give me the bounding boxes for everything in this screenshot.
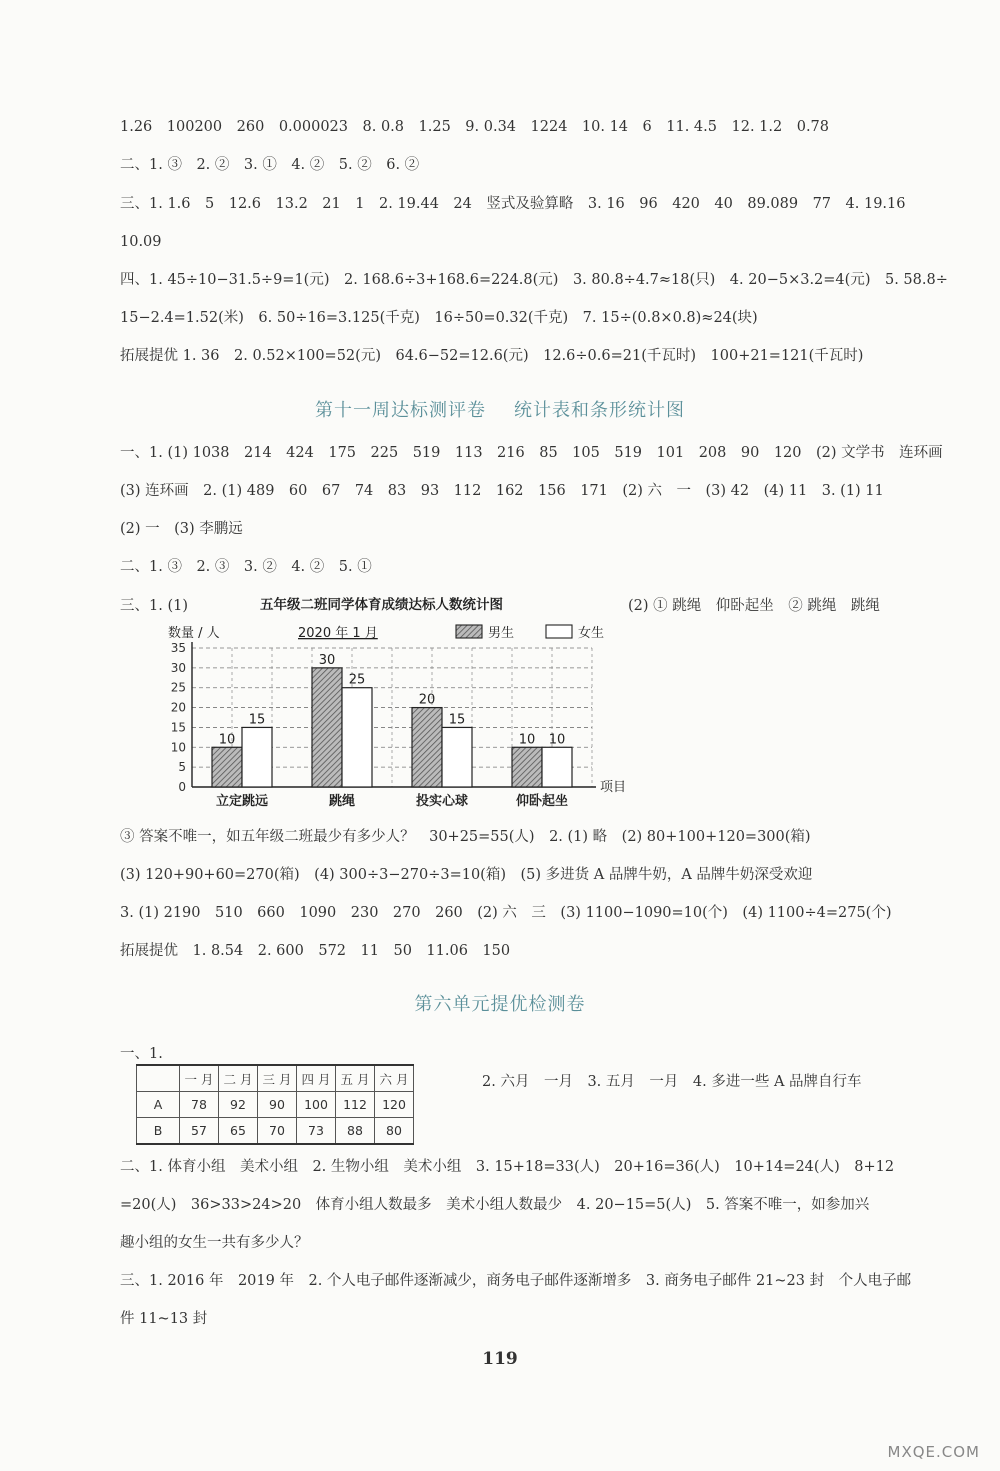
y-axis-label: 数量 / 人 (168, 626, 220, 641)
answer-line: 二、1. ③ 2. ③ 3. ② 4. ② 5. ① (120, 559, 372, 575)
table-header-cell: 五 月 (336, 1065, 375, 1092)
bar-value-label: 15 (448, 712, 466, 728)
x-tick-label: 立定跳远 (215, 794, 269, 809)
answer-line: 拓展提优 1. 36 2. 0.52×100=52(元) 64.6−52=12.6(元) 12.6÷0.6=21(千瓦时) 100+21=121(千瓦时) (120, 348, 864, 364)
table-cell: 73 (297, 1118, 336, 1145)
data-table (136, 1064, 414, 1145)
answer-line: 15−2.4=1.52(米) 6. 50÷16=3.125(千克) 16÷50=0.32(千克) 7. 15÷(0.8×0.8)≈24(块) (120, 310, 758, 326)
table-header-cell: 二 月 (219, 1065, 258, 1092)
y-tick-label: 5 (178, 760, 186, 775)
answer-line: =20(人) 36>33>24>20 体育小组人数最多 美术小组人数最少 4. 20−15=5(人) 5. 答案不唯一，如参加兴 (120, 1197, 870, 1213)
bar (412, 708, 442, 787)
bar (342, 688, 372, 787)
y-tick-label: 15 (170, 720, 186, 735)
answer-line: 件 11~13 封 (120, 1311, 208, 1327)
answer-line: 二、1. ③ 2. ② 3. ① 4. ② 5. ② 6. ② (120, 157, 420, 173)
bar (542, 747, 572, 787)
bar (242, 727, 272, 787)
legend-swatch (546, 625, 572, 638)
answer-line: 一、1. (1) 1038 214 424 175 225 519 113 216 85 105 519 101 208 90 120 (2) 文学书 连环画 (120, 445, 943, 461)
watermark-text: MXQE.COM (887, 1443, 980, 1461)
bar-chart (160, 615, 640, 815)
answer-line: 趣小组的女生一共有多少人？ (120, 1235, 309, 1251)
table-cell: 100 (297, 1092, 336, 1118)
y-tick-label: 25 (170, 680, 186, 695)
bar-value-label: 30 (318, 652, 336, 668)
section-title: 第六单元提优检测卷 (414, 994, 586, 1015)
table-row-head: B (137, 1118, 180, 1145)
table-cell: 65 (219, 1118, 258, 1145)
bar (212, 747, 242, 787)
legend-label: 男生 (488, 626, 515, 641)
table-cell: 57 (180, 1118, 219, 1145)
bar (442, 727, 472, 787)
table-cell (137, 1065, 180, 1092)
bar-value-label: 15 (248, 712, 266, 728)
x-axis-label: 项目 (600, 780, 627, 795)
table-header-cell: 四 月 (297, 1065, 336, 1092)
chart-subtitle: 2020 年 1 月 (298, 626, 378, 641)
bar-value-label: 25 (348, 672, 366, 688)
answer-line: 拓展提优 1. 8.54 2. 600 572 11 50 11.06 150 (120, 943, 511, 959)
answer-line: 2. 六月 一月 3. 五月 一月 4. 多进一些 A 品牌自行车 (482, 1074, 862, 1090)
table-header-cell: 六 月 (375, 1065, 414, 1092)
answer-line: 三、1. (1) (120, 598, 188, 614)
y-tick-label: 0 (178, 780, 186, 794)
table-cell: 120 (375, 1092, 414, 1118)
table-cell: 90 (258, 1092, 297, 1118)
bar-value-label: 10 (518, 732, 536, 748)
question-label: 一、1. (120, 1046, 163, 1062)
answer-line: (2) 一 (3) 李鹏远 (120, 521, 243, 537)
y-tick-label: 20 (170, 700, 186, 715)
table-header-cell: 一 月 (180, 1065, 219, 1092)
x-tick-label: 投实心球 (415, 794, 469, 809)
table-cell: 80 (375, 1118, 414, 1145)
y-tick-label: 35 (170, 641, 186, 655)
y-tick-label: 10 (170, 740, 186, 755)
bar-value-label: 10 (218, 732, 236, 748)
answer-line: 1.26 100200 260 0.000023 8. 0.8 1.25 9. 0.34 1224 10. 14 6 11. 4.5 12. 1.2 0.78 (120, 119, 830, 135)
answer-line: 10.09 (120, 234, 162, 250)
bar (312, 668, 342, 787)
legend-swatch (456, 625, 482, 638)
table-cell: 112 (336, 1092, 375, 1118)
section-title: 第十一周达标测评卷 统计表和条形统计图 (315, 400, 685, 421)
answer-line: (3) 连环画 2. (1) 489 60 67 74 83 93 112 162 156 171 (2) 六 一 (3) 42 (4) 11 3. (1) 11 (120, 483, 884, 499)
table-cell: 92 (219, 1092, 258, 1118)
bar (512, 747, 542, 787)
answer-line: 二、1. 体育小组 美术小组 2. 生物小组 美术小组 3. 15+18=33(人) 20+16=36(人) 10+14=24(人) 8+12 (120, 1159, 895, 1175)
chart-title: 五年级二班同学体育成绩达标人数统计图 (260, 597, 503, 613)
legend-label: 女生 (578, 626, 605, 641)
answer-line: (3) 120+90+60=270(箱) (4) 300÷3−270÷3=10(箱) (5) 多进货 A 品牌牛奶，A 品牌牛奶深受欢迎 (120, 867, 813, 883)
answer-line: 三、1. 2016 年 2019 年 2. 个人电子邮件逐渐减少，商务电子邮件逐渐增多 3. 商务电子邮件 21~23 封 个人电子邮 (120, 1273, 912, 1289)
table-cell: 78 (180, 1092, 219, 1118)
answer-line: ③ 答案不唯一，如五年级二班最少有多少人？ 30+25=55(人) 2. (1) 略 (2) 80+100+120=300(箱) (120, 829, 811, 845)
table-cell: 88 (336, 1118, 375, 1145)
x-tick-label: 仰卧起坐 (515, 794, 569, 809)
answer-line: 3. (1) 2190 510 660 1090 230 270 260 (2) 六 三 (3) 1100−1090=10(个) (4) 1100÷4=275(个) (120, 905, 892, 921)
y-tick-label: 30 (170, 660, 186, 675)
page-number: 119 (482, 1349, 518, 1369)
answer-line: (2) ① 跳绳 仰卧起坐 ② 跳绳 跳绳 (628, 598, 880, 614)
answer-line: 三、1. 1.6 5 12.6 13.2 21 1 2. 19.44 24 竖式及验算略 3. 16 96 420 40 89.089 77 4. 19.16 (120, 196, 906, 212)
table-cell: 70 (258, 1118, 297, 1145)
bar-value-label: 20 (418, 692, 436, 708)
table-header-cell: 三 月 (258, 1065, 297, 1092)
answer-line: 四、1. 45÷10−31.5÷9=1(元) 2. 168.6÷3+168.6=224.8(元) 3. 80.8÷4.7≈18(只) 4. 20−5×3.2=4(元) 5. 58.8÷ (120, 272, 948, 288)
x-tick-label: 跳绳 (328, 794, 356, 809)
bar-value-label: 10 (548, 732, 566, 748)
table-row-head: A (137, 1092, 180, 1118)
